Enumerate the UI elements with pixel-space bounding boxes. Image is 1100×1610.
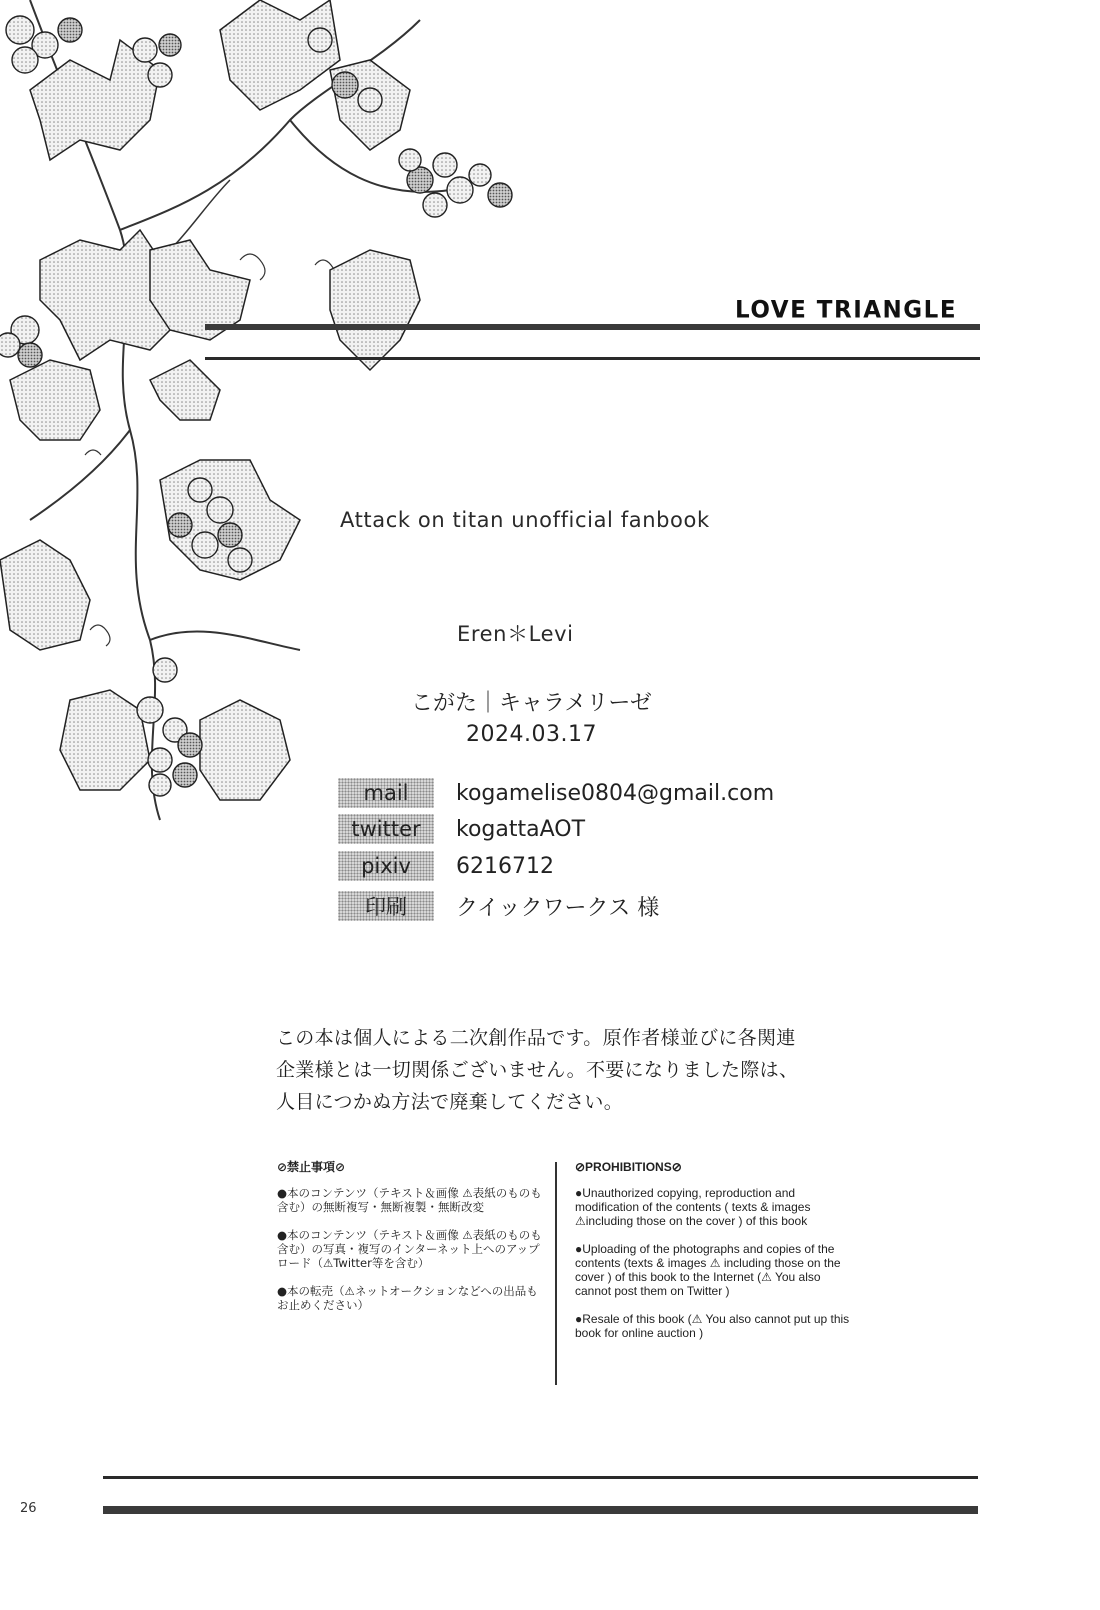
prohibition-item: ●Unauthorized copying, reproduction and modification of the contents ( texts & images ⚠including those on the cover ) of this book: [575, 1186, 811, 1228]
book-subtitle: Attack on titan unofficial fanbook: [340, 508, 710, 532]
book-title: LOVE TRIANGLE: [735, 296, 958, 324]
title-rule-top: [205, 324, 980, 330]
disclaimer-notice: [276, 1022, 846, 1118]
prohibition-item: ●本のコンテンツ（テキスト＆画像 ⚠表紙のものも含む）の写真・複写のインターネット上へのアップロード（⚠Twitter等を含む）: [277, 1228, 542, 1270]
publication-date: 2024.03.17: [466, 722, 597, 747]
footer-rule-top: [103, 1476, 978, 1479]
info-label: pixiv: [338, 851, 434, 881]
column-divider: [555, 1162, 557, 1385]
prohibitions-english: [575, 1160, 850, 1354]
info-label: twitter: [338, 814, 434, 844]
prohibition-item: ●本のコンテンツ（テキスト＆画像 ⚠表紙のものも含む）の無断複写・無断複製・無断改変: [277, 1186, 542, 1214]
info-value: kogamelise0804@gmail.com: [456, 780, 775, 806]
info-label: mail: [338, 778, 434, 808]
footer-rule-bottom: [103, 1506, 978, 1514]
prohibition-item: ●本の転売（⚠ネットオークションなどへの出品もお止めください）: [277, 1284, 538, 1312]
notice-line: 企業様とは一切関係ございません。不要になりました際は、: [276, 1059, 799, 1081]
prohibition-item: ●Uploading of the photographs and copies of the contents (texts & images ⚠ including those on the cover ) of this book to the Internet (⚠ You also cannot post them on Twitter ): [575, 1242, 841, 1298]
circle-name: こがた｜キャラメリーゼ: [411, 691, 652, 716]
info-row-twitter: [338, 813, 585, 845]
info-value: クイックワークス 様: [456, 895, 660, 921]
prohibitions-heading: ⊘PROHIBITIONS⊘: [575, 1160, 682, 1174]
page-number: 26: [20, 1501, 37, 1516]
info-label: 印刷: [338, 891, 434, 921]
prohibition-item: ●Resale of this book (⚠ You also cannot put up this book for online auction ): [575, 1312, 850, 1340]
notice-line: この本は個人による二次創作品です。原作者様並びに各関連: [276, 1027, 796, 1049]
info-row-mail: [338, 777, 774, 809]
info-row-printer: [338, 890, 659, 922]
prohibitions-japanese: [277, 1160, 545, 1326]
info-value: kogattaAOT: [456, 816, 586, 842]
info-value: 6216712: [456, 853, 554, 879]
notice-line: 人目につかぬ方法で廃棄してください。: [276, 1091, 624, 1113]
title-rule-bottom: [205, 357, 980, 360]
info-row-pixiv: [338, 850, 554, 882]
prohibitions-heading: ⊘禁止事項⊘: [277, 1160, 346, 1174]
book-pairing: Eren＊Levi: [457, 622, 574, 646]
